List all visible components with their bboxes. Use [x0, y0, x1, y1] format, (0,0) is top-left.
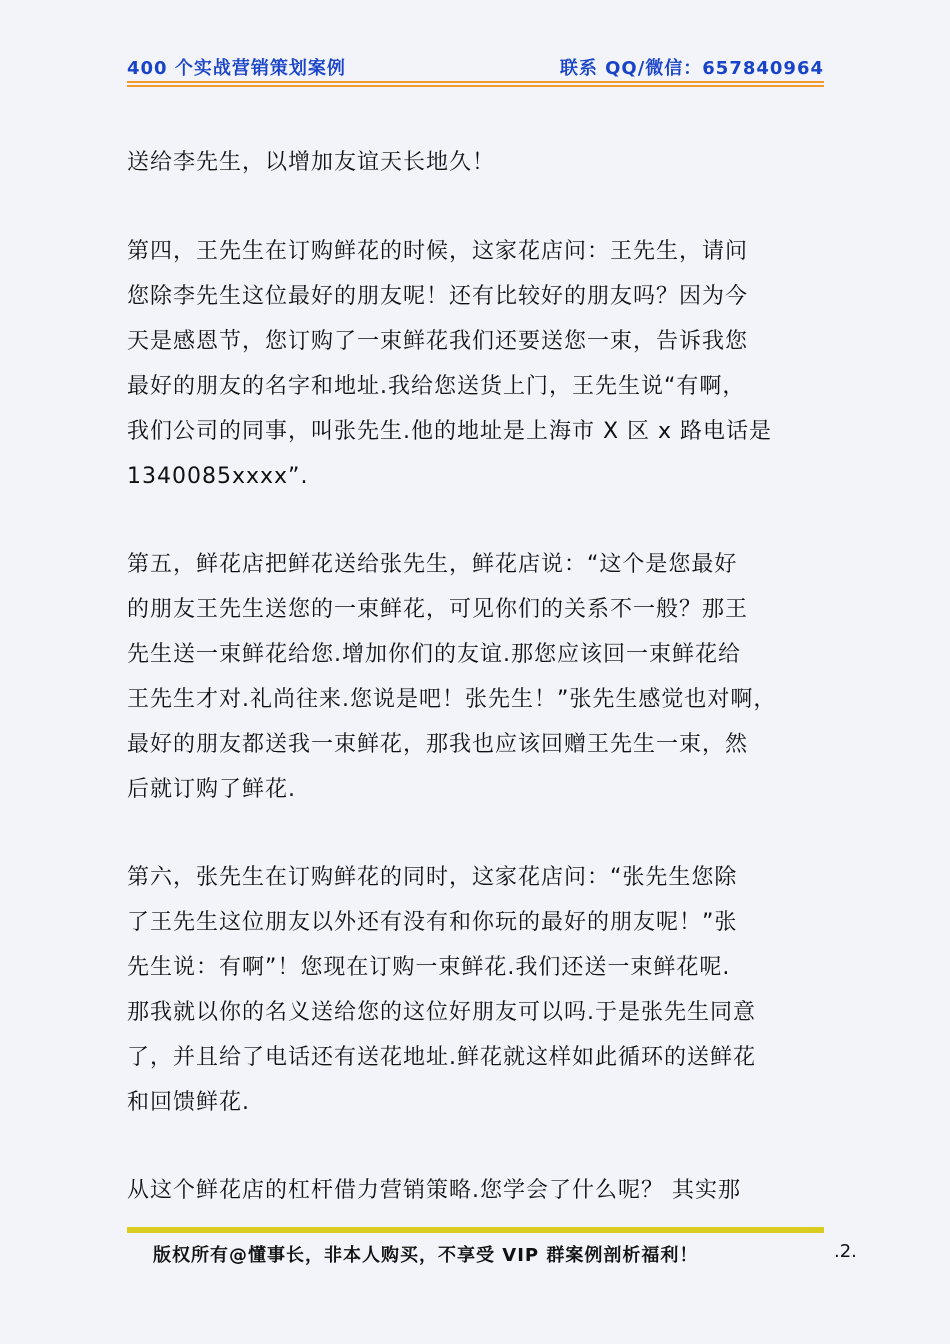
text-line: 和回馈鲜花. [127, 1090, 250, 1115]
text-line: 第四，王先生在订购鲜花的时候，这家花店问：王先生，请问 [127, 239, 749, 264]
text-line: 您除李先生这位最好的朋友呢！还有比较好的朋友吗？因为今 [127, 284, 749, 309]
text-line: 最好的朋友的名字和地址.我给您送货上门，王先生说“有啊， [127, 374, 746, 399]
page-header [127, 54, 824, 78]
text-line: 第五，鲜花店把鲜花送给张先生，鲜花店说：“这个是您最好 [127, 552, 738, 577]
header-title: 400 个实战营销策划案例 [127, 58, 346, 79]
text-line: 了，并且给了电话还有送花地址.鲜花就这样如此循环的送鲜花 [127, 1045, 756, 1070]
header-divider-bottom [127, 85, 824, 87]
text-line: 第六，张先生在订购鲜花的同时，这家花店问：“张先生您除 [127, 865, 738, 890]
footer-divider [127, 1227, 824, 1233]
text-line: 天是感恩节，您订购了一束鲜花我们还要送您一束，告诉我您 [127, 329, 749, 354]
paragraph-5 [127, 1168, 827, 1213]
page-number: .2. [834, 1241, 857, 1262]
header-contact: 联系 QQ/微信：657840964 [559, 58, 824, 79]
text-line: 先生说：有啊”！您现在订购一束鲜花.我们还送一束鲜花呢. [127, 955, 731, 980]
text-line: 先生送一束鲜花给您.增加你们的友谊.那您应该回一束鲜花给 [127, 642, 741, 667]
text-line: 后就订购了鲜花. [127, 777, 296, 802]
text-line: 了王先生这位朋友以外还有没有和你玩的最好的朋友呢！”张 [127, 910, 738, 935]
header-divider-top [127, 81, 824, 83]
text-line: 那我就以你的名义送给您的这位好朋友可以吗.于是张先生同意 [127, 1000, 756, 1025]
text-line: 我们公司的同事，叫张先生.他的地址是上海市 X 区 x 路电话是 [127, 419, 773, 444]
paragraph-3 [127, 542, 827, 812]
footer-copyright: 版权所有@懂事长，非本人购买，不享受 VIP 群案例剖析福利！ [153, 1245, 699, 1266]
text-line: 1340085xxxx”. [127, 464, 309, 489]
text-line: 王先生才对.礼尚往来.您说是吧！张先生！”张先生感觉也对啊， [127, 687, 777, 712]
text-line: 的朋友王先生送您的一束鲜花，可见你们的关系不一般？那王 [127, 597, 749, 622]
text-line: 送给李先生，以增加友谊天长地久！ [127, 150, 496, 175]
paragraph-4 [127, 855, 827, 1125]
paragraph-1 [127, 140, 827, 185]
text-line: 从这个鲜花店的杠杆借力营销策略.您学会了什么呢？ 其实那 [127, 1178, 741, 1203]
text-line: 最好的朋友都送我一束鲜花，那我也应该回赠王先生一束，然 [127, 732, 749, 757]
paragraph-2 [127, 229, 827, 499]
